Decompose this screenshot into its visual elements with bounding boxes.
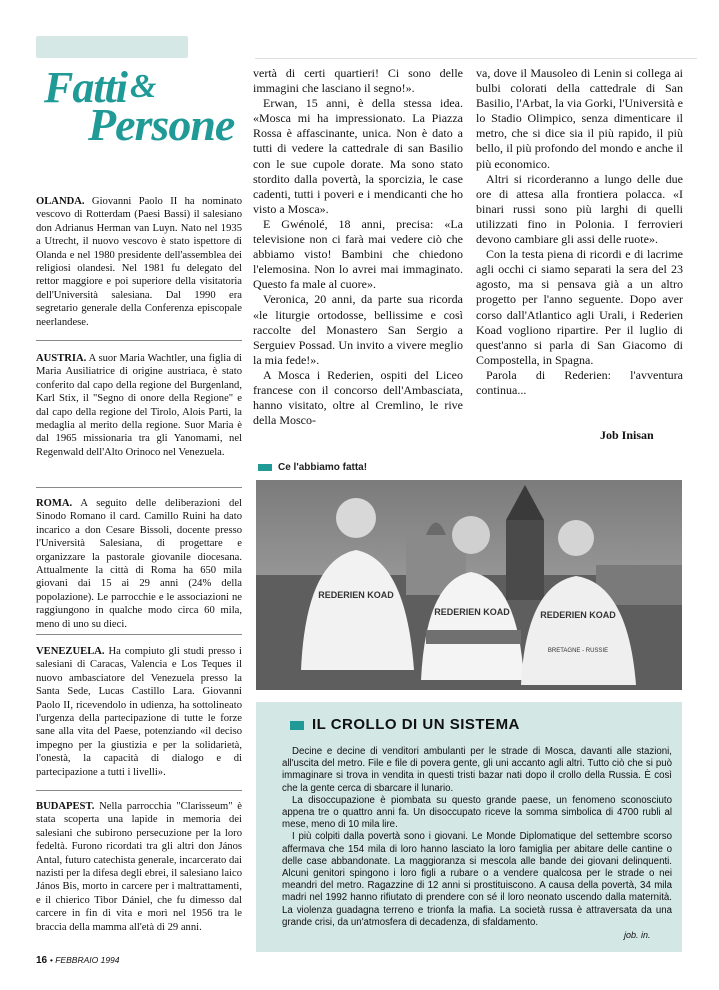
news-text: A seguito delle deliberazioni del Sinodo Romano il card. Camillo Ruini ha dato incarico a don Cesare Bissoli, docente presso l'Università Salesiana, di progettare e organizzare la pastorale giovanile diocesana. Attualmente la città di Roma ha 650 mila giovani dai 15 ai 29 anni (24% della popolazione). Le parrocchie e le associazioni ne raggiungono in qualche modo circa 60 mila, meno di uno su dieci.	[36, 498, 242, 630]
box-title: IL CROLLO DI UN SISTEMA	[312, 716, 520, 733]
page-footer	[36, 955, 120, 966]
group-photo	[256, 480, 682, 690]
divider	[36, 340, 242, 341]
news-item-olanda	[36, 195, 242, 329]
article-column-right	[476, 66, 683, 398]
shirt-subtext: BRETAGNE - RUSSIE	[547, 648, 609, 654]
photo-caption	[258, 462, 367, 473]
news-item-budapest	[36, 800, 242, 934]
box-body	[282, 746, 672, 929]
article-column-middle	[253, 66, 463, 428]
news-text: A suor Maria Wachtler, una figlia di Maria Ausiliatrice di origine austriaca, è stato conferito dal capo della regione del Burgenland, Karl Stix, il "Segno di onore della Regione" e dal capo della regione del Tirolo, Alois Parti, la medaglia al merito della regione. Suor Maria è dal 1965 missionaria tra gli Yanomami, nel Regenwald dell'Alto Orinoco nel Venezuela.	[36, 353, 242, 458]
box-paragraph: La disoccupazione è piombata su questo grande paese, un fenomeno sconosciuto appena tre o quattro anni fa. Un disoccupato riceve la somma simbolica di 4700 rubli al mese, meno di 10 mila lire.	[282, 794, 672, 831]
article-paragraph: Parola di Rederien: l'avventura continua...	[476, 367, 683, 397]
shirt-text-2: REDERIEN KOAD	[434, 607, 510, 617]
box-signature: job. in.	[624, 930, 651, 940]
article-signature: Job Inisan	[600, 428, 654, 442]
news-place: AUSTRIA.	[36, 353, 87, 364]
shirt-text-1: REDERIEN KOAD	[318, 590, 394, 600]
divider	[36, 790, 242, 791]
box-paragraph: Decine e decine di venditori ambulanti per le strade di Mosca, davanti alle stazioni, all'uscita del metro. File e file di povera gente, gli uni accanto agli altri. Tutto ciò che si può immaginare si trova in vendita in questi tristi bazar nati dopo il crollo della Russia. È così che la gente cerca di sbarcare il lunario.	[282, 746, 672, 794]
article-paragraph: E Gwénolé, 18 anni, precisa: «La televisione non ci farà mai vedere ciò che abbiamo visto! Bambini che chiedono l'elemosina. Non lo avrei mai immaginato. Questo fa male al cuore».	[253, 216, 463, 292]
news-place: VENEZUELA.	[36, 646, 105, 657]
news-text: Giovanni Paolo II ha nominato vescovo di Rotterdam (Paesi Bassi) il salesiano don Adrianus Herman van Luyn. Nato nel 1935 a Utrecht, il nuovo vescovo è stato ispettore di Olanda e nel 1980 presidente dell'assemblea dei religiosi olandesi. Nel 1981 fu delegato del rettor maggiore e poi superiore della visitatoria dell'Università salesiana. Dal 1990 era segretario generale della Conferenza episcopale neerlandese.	[36, 196, 242, 328]
photo-illustration	[256, 480, 682, 690]
photo-caption-text: Ce l'abbiamo fatta!	[278, 462, 368, 473]
page-number: 16	[36, 955, 48, 966]
box-paragraph: I più colpiti dalla povertà sono i giovani. Le Monde Diplomatique del settembre scorso affermava che 154 mila di loro hanno lasciato la loro famiglia per abitare delle cantine o delle case abbandonate. La maggioranza si mescola alle bande dei giovani delinquenti. Alcuni genitori spingono i loro figli a rubare o a vendere qualcosa per le strade o nei meandri del metro. Ragazzine di 12 anni si prostituiscono. A causa della povertà, 34 mila madri nel 1992 hanno rifiutato di prendere con sé il loro neonato uscendo dalla maternità. La violenza guadagna terreno e trionfa la mafia. La società russa è attraversata da una grande crisi, da un'atmosfera di decadenza, di sfaldamento.	[282, 831, 672, 928]
article-paragraph: Veronica, 20 anni, da parte sua ricorda «le liturgie ortodosse, bellissime e così raccolte del Monastero San Sergio a Serguiev Possad. Un invito a vivere meglio la mia fede!».	[253, 292, 463, 367]
caption-marker	[258, 464, 272, 471]
news-place: BUDAPEST.	[36, 801, 95, 812]
article-paragraph: va, dove il Mausoleo di Lenin si collega ai bulbi colorati della cattedrale di San Basilio, l'Arbat, la via Gorki, l'Università e lo Stadio Olimpico, senza dimenticare il metro, che si dice sia il più rapido, il più bello, il più profondo del mondo e anche il più economico.	[476, 66, 683, 171]
news-text: Nella parrocchia "Clarisseum" è stata scoperta una lapide in memoria dei salesiani che subirono persecuzione per la loro fedeltà. Furono ricordati tra gli altri don János Antal, futuro catechista generale, incarcerato dai nazisti per la difesa degli ebrei, il salesiano laico János Bis, morto in carcere per i maltrattamenti, e il chierico Tibor Dániel, che fu dimesso dal carcere in fin di vita e morì nel 1956 tra le braccia della mamma all'età di 29 anni.	[36, 801, 242, 933]
news-text: Ha compiuto gli studi presso i salesiani di Caracas, Valencia e Los Teques il nuovo ambasciatore del Venezuela presso la Santa Sede, Lucas Castillo Lara. Giovanni Paolo II, ricevendolo in udienza, ha sottolineato l'urgenza della partecipazione di tutte le forze sane alla vita del Paese, potenziando «il deciso impegno per la giustizia e per la solidarietà, l'onestà, la capacità di dialogo e di partecipazione a tutti i livelli».	[36, 646, 242, 778]
divider	[36, 634, 242, 635]
box-title-marker	[290, 721, 304, 730]
section-title-ampersand: &	[130, 68, 157, 105]
article-paragraph: Erwan, 15 anni, è della stessa idea. «Mosca mi ha impressionato. La Piazza Rossa è affascinante, unica. Non è dato a tutti di vedere la cattedrale di san Basilio con le sue cupole dorate. Ma sono stato stordito dalla povertà, la sporcizia, le case cadenti, tutti i poveri e i mendicanti che ho visto a Mosca».	[253, 96, 463, 216]
news-item-austria	[36, 352, 242, 459]
article-paragraph: vertà di certi quartieri! Ci sono delle immagini che lasciano il segno!».	[253, 66, 463, 96]
section-title-persone: Persone	[88, 99, 235, 150]
news-item-venezuela	[36, 645, 242, 779]
article-paragraph: A Mosca i Rederien, ospiti del Liceo francese con il concorso dell'Ambasciata, hanno visitato, oltre al Cremlino, le rive della Mosco-	[253, 367, 463, 428]
section-title-fatti: Fatti	[44, 63, 128, 112]
article-paragraph: Altri si ricorderanno a lungo delle due ore di attesa alla frontiera polacca. «I binari russi sono più larghi di quelli utilizzati fino in Polonia. I ferrovieri devono cambiare gli assi delle ruote».	[476, 171, 683, 247]
section-tag	[36, 36, 188, 58]
news-item-roma	[36, 497, 242, 631]
shirt-text-3: REDERIEN KOAD	[540, 610, 616, 620]
article-paragraph: Con la testa piena di ricordi e di lacrime agli occhi ci siamo separati la sera del 23 agosto, ma si pensava già a un altro progetto per l'anno seguente. Dopo aver corso dall'Atlantico agli Urali, i Rederien Koad vogliono ripartire. Per il luglio di quest'anno si parla di San Giacomo di Compostella, in Spagna.	[476, 247, 683, 367]
issue-date: • FEBBRAIO 1994	[49, 955, 120, 965]
news-place: OLANDA.	[36, 196, 85, 207]
divider	[36, 487, 242, 488]
news-place: ROMA.	[36, 498, 73, 509]
top-rule	[255, 46, 697, 59]
